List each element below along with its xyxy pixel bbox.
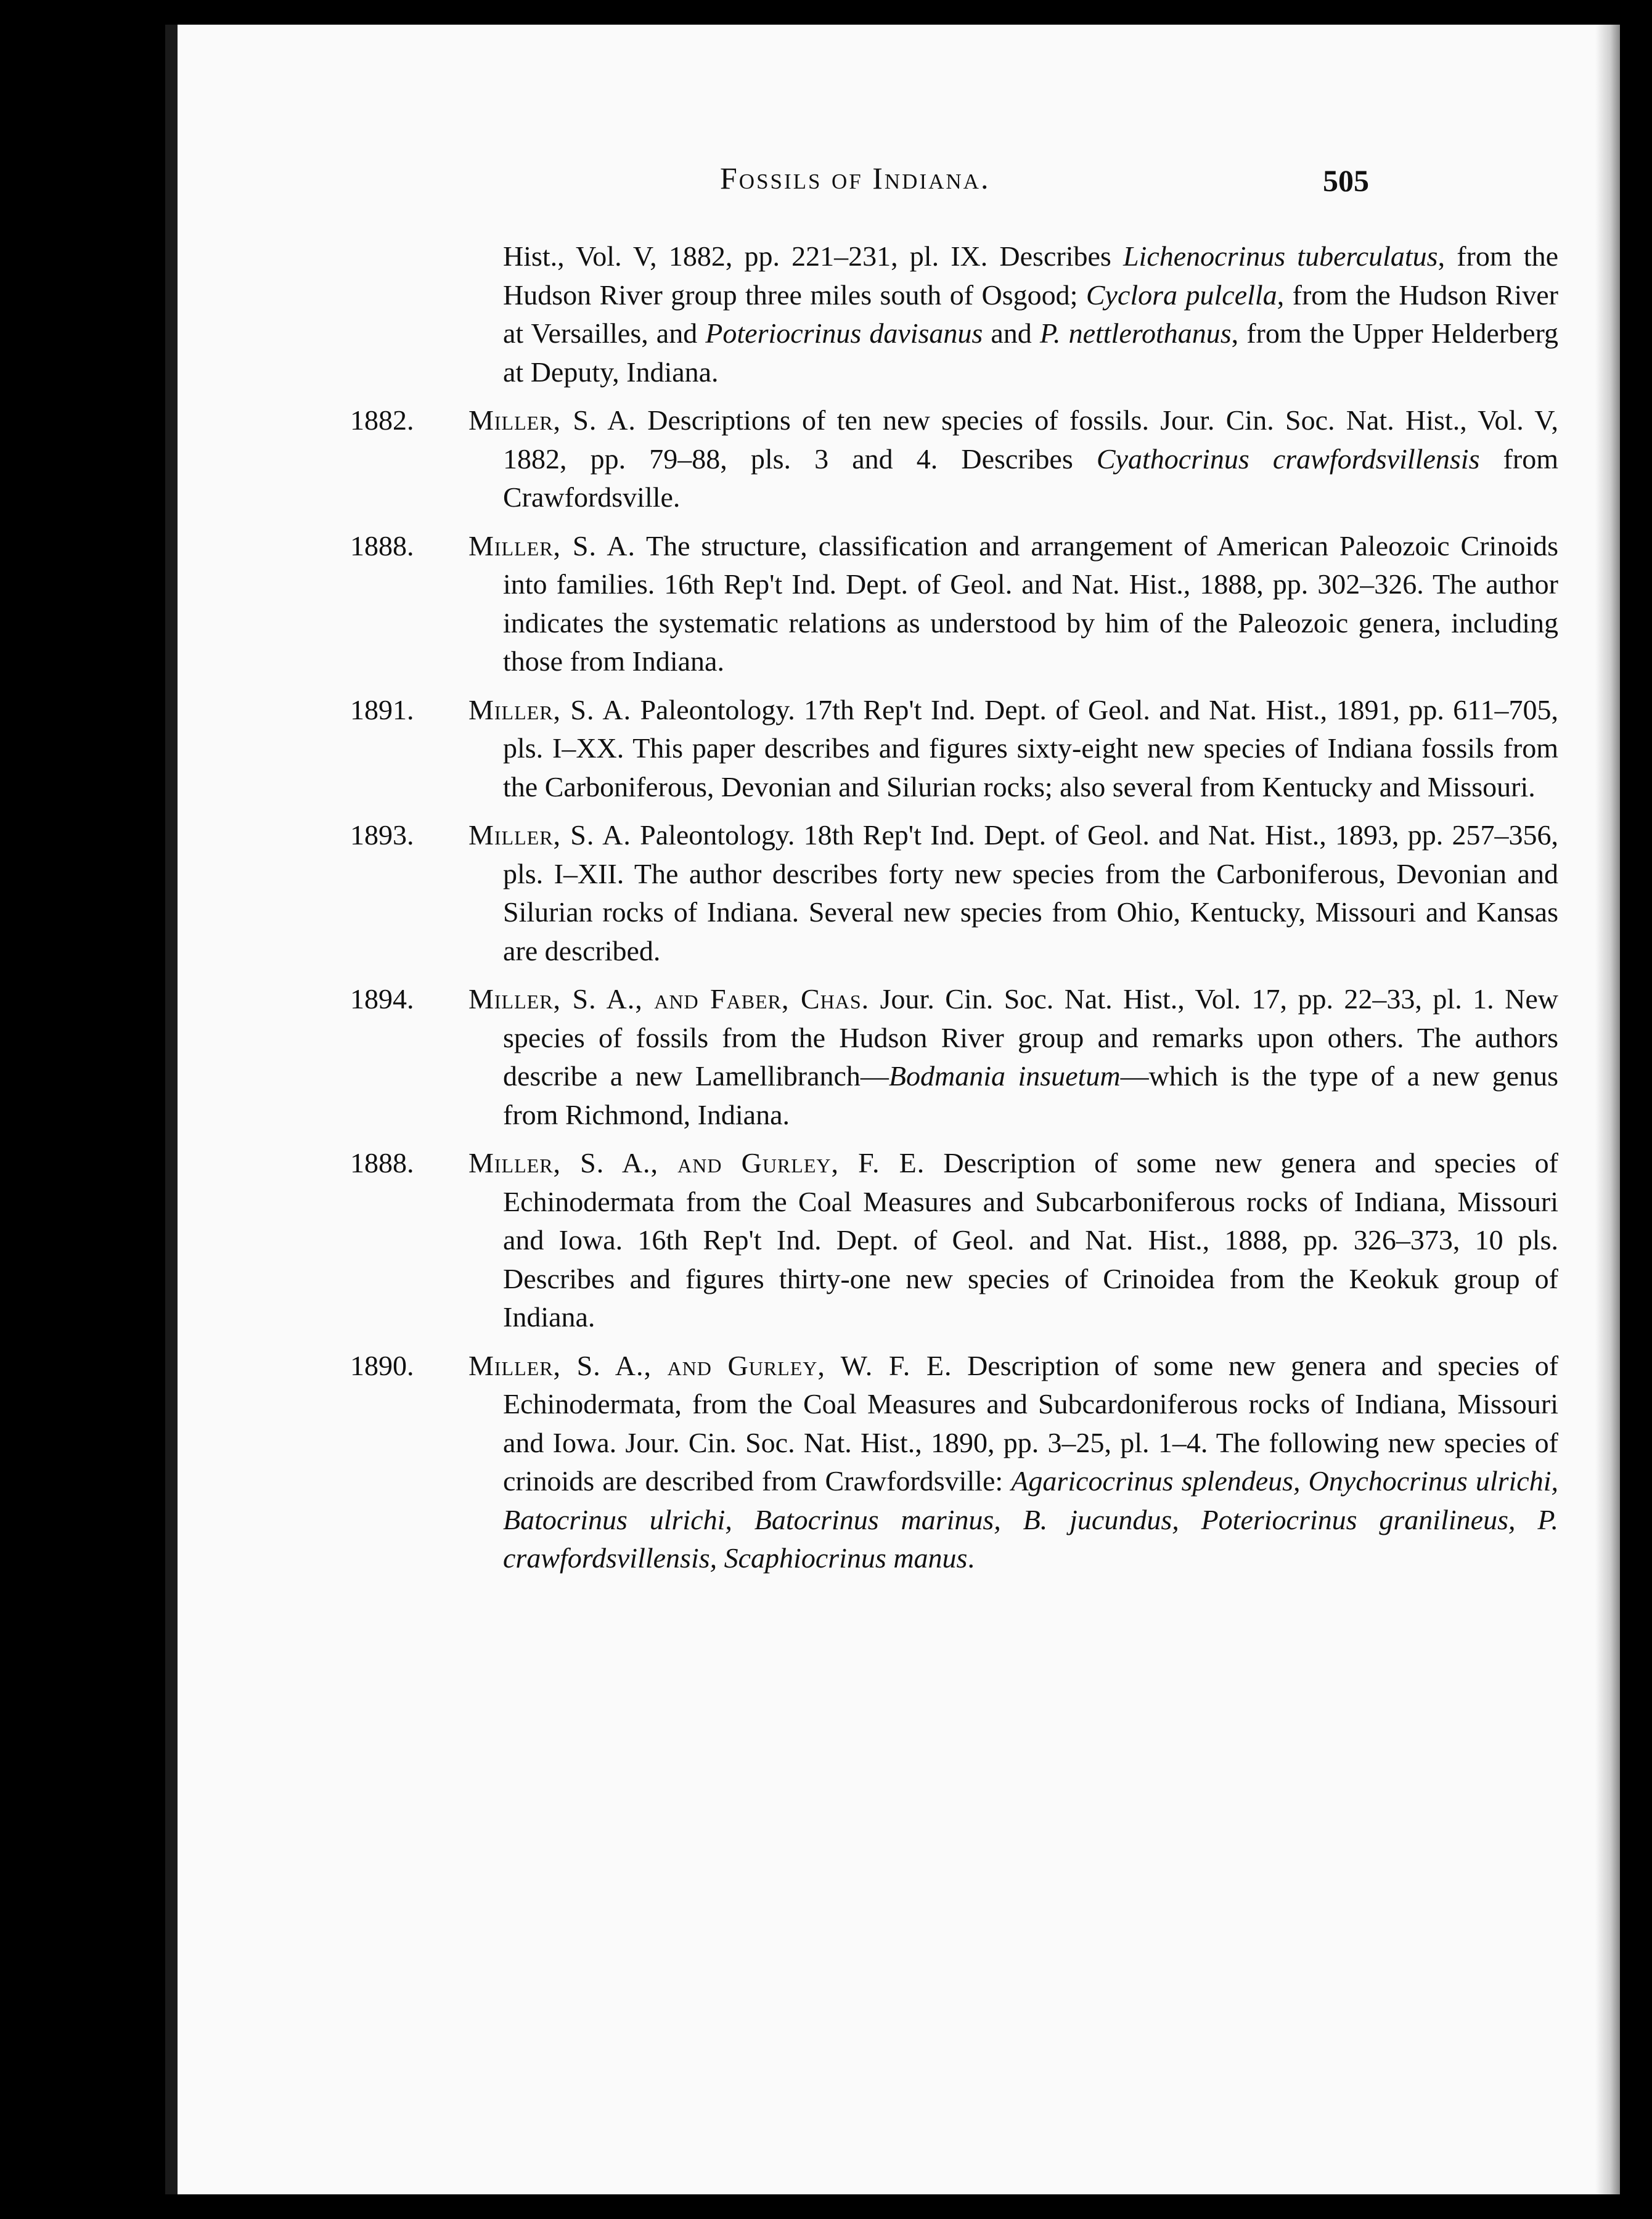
species-name: Agaricocrinus splendeus, Onychocrinus ulrichi, Batocrinus ulrichi, Batocrinus marinus, B. jucundus, Poteriocrinus granilineus, P. crawfordsvillensis, Scaphiocrinus manus <box>503 1465 1559 1574</box>
bibliography-text <box>350 237 1558 1578</box>
page-edge-shadow <box>1595 25 1620 2194</box>
bibliography-entry <box>350 691 1558 807</box>
entry-author: Miller, S. A. <box>468 404 636 436</box>
entry-author: Miller, S. A. <box>468 819 631 851</box>
entry-author: Miller, S. A. <box>468 693 632 725</box>
entry-year: 1893. <box>350 819 414 851</box>
running-head: Fossils of Indiana. <box>720 161 991 195</box>
scan-left-strip <box>165 25 178 2194</box>
entry-body: Miller, S. A. Paleontology. 18th Rep't Ind. Dept. of Geol. and Nat. Hist., 1893, pp. 257–356, pls. I–XII. The author describes forty new species from the Carboniferous, Devonian and Silurian rocks of Indiana. Several new species from Ohio, Kentucky, Missouri and Kansas are described. <box>468 819 1558 966</box>
entry-author: Miller, S. A., and Gurley, F. E. <box>468 1147 925 1179</box>
entry-year: 1890. <box>350 1349 414 1381</box>
bibliography-entry <box>350 980 1558 1134</box>
bibliography-entry <box>350 1144 1558 1337</box>
entry-year: 1882. <box>350 404 414 436</box>
entry-body: Miller, S. A. Paleontology. 17th Rep't Ind. Dept. of Geol. and Nat. Hist., 1891, pp. 611–705, pls. I–XX. This paper describes and figures sixty-eight new species of Indiana fossils from the Carboniferous, Devonian and Silurian rocks; also several from Kentucky and Missouri. <box>468 693 1559 803</box>
entry-author: Miller, S. A., and Faber, Chas. <box>468 983 870 1015</box>
species-name: Bodmania insuetum <box>888 1060 1121 1092</box>
entry-year: 1888. <box>350 1147 414 1179</box>
entry-body: Miller, S. A. Descriptions of ten new species of fossils. Jour. Cin. Soc. Nat. Hist., Vol. V, 1882, pp. 79–88, pls. 3 and 4. Describes Cyathocrinus crawfordsvillensis from Crawfordsville. <box>468 404 1559 513</box>
species-name: Lichenocrinus tuberculatus <box>1122 240 1438 272</box>
species-name: Cyclora pulcella <box>1086 279 1277 311</box>
entry-year: 1891. <box>350 693 414 725</box>
entry-author: Miller, S. A. <box>468 529 636 562</box>
entry-body: Miller, S. A., and Gurley, F. E. Description of some new genera and species of Echinodermata from the Coal Measures and Subcarboniferous rocks of Indiana, Missouri and Iowa. 16th Rep't Ind. Dept. of Geol. and Nat. Hist., 1888, pp. 326–373, 10 pls. Describes and figures thirty-one new species of Crinoidea from the Keokuk group of Indiana. <box>468 1147 1558 1333</box>
entry-body: Miller, S. A., and Faber, Chas. Jour. Cin. Soc. Nat. Hist., Vol. 17, pp. 22–33, pl. 1. New species of fossils from the Hudson River group and remarks upon others. The authors describe a new Lamellibranch—Bodmania insuetum—which is the type of a new genus from Richmond, Indiana. <box>468 983 1559 1130</box>
species-name: Poteriocrinus davisanus <box>705 317 983 349</box>
entry-body: Miller, S. A., and Gurley, W. F. E. Description of some new genera and species of Echinodermata, from the Coal Measures and Subcardoniferous rocks of Indiana, Missouri and Iowa. Jour. Cin. Soc. Nat. Hist., 1890, pp. 3–25, pl. 1–4. The following new species of crinoids are described from Crawfordsville: Agaricocrinus splendeus, Onychocrinus ulrichi, Batocrinus ulrichi, Batocrinus marinus, B. jucundus, Poteriocrinus granilineus, P. crawfordsvillensis, Scaphiocrinus manus. <box>468 1349 1559 1574</box>
scan-left-margin <box>0 0 165 2219</box>
book-page <box>178 25 1620 2194</box>
bibliography-entry <box>350 1347 1558 1578</box>
species-name: P. nettlerothanus <box>1039 317 1232 349</box>
bibliography-entry <box>350 527 1558 681</box>
entry-year: 1894. <box>350 983 414 1015</box>
bibliography-entry <box>350 401 1558 517</box>
page-number: 505 <box>1323 163 1369 198</box>
entry-year: 1888. <box>350 529 414 562</box>
bibliography-entry <box>350 816 1558 970</box>
entry-body: Miller, S. A. The structure, classification and arrangement of American Paleozoic Crinoids into families. 16th Rep't Ind. Dept. of Geol. and Nat. Hist., 1888, pp. 302–326. The author indicates the systematic relations as understood by him of the Paleozoic genera, including those from Indiana. <box>468 529 1558 677</box>
continued-entry: Hist., Vol. V, 1882, pp. 221–231, pl. IX. Describes Lichenocrinus tuberculatus, from the Hudson River group three miles south of Osgood; Cyclora pulcella, from the Hudson River at Versailles, and Poteriocrinus davisanus and P. nettlerothanus, from the Upper Helderberg at Deputy, Indiana. <box>503 240 1558 388</box>
species-name: Cyathocrinus crawfordsvillensis <box>1096 443 1480 475</box>
entry-author: Miller, S. A., and Gurley, W. F. E. <box>468 1349 952 1381</box>
